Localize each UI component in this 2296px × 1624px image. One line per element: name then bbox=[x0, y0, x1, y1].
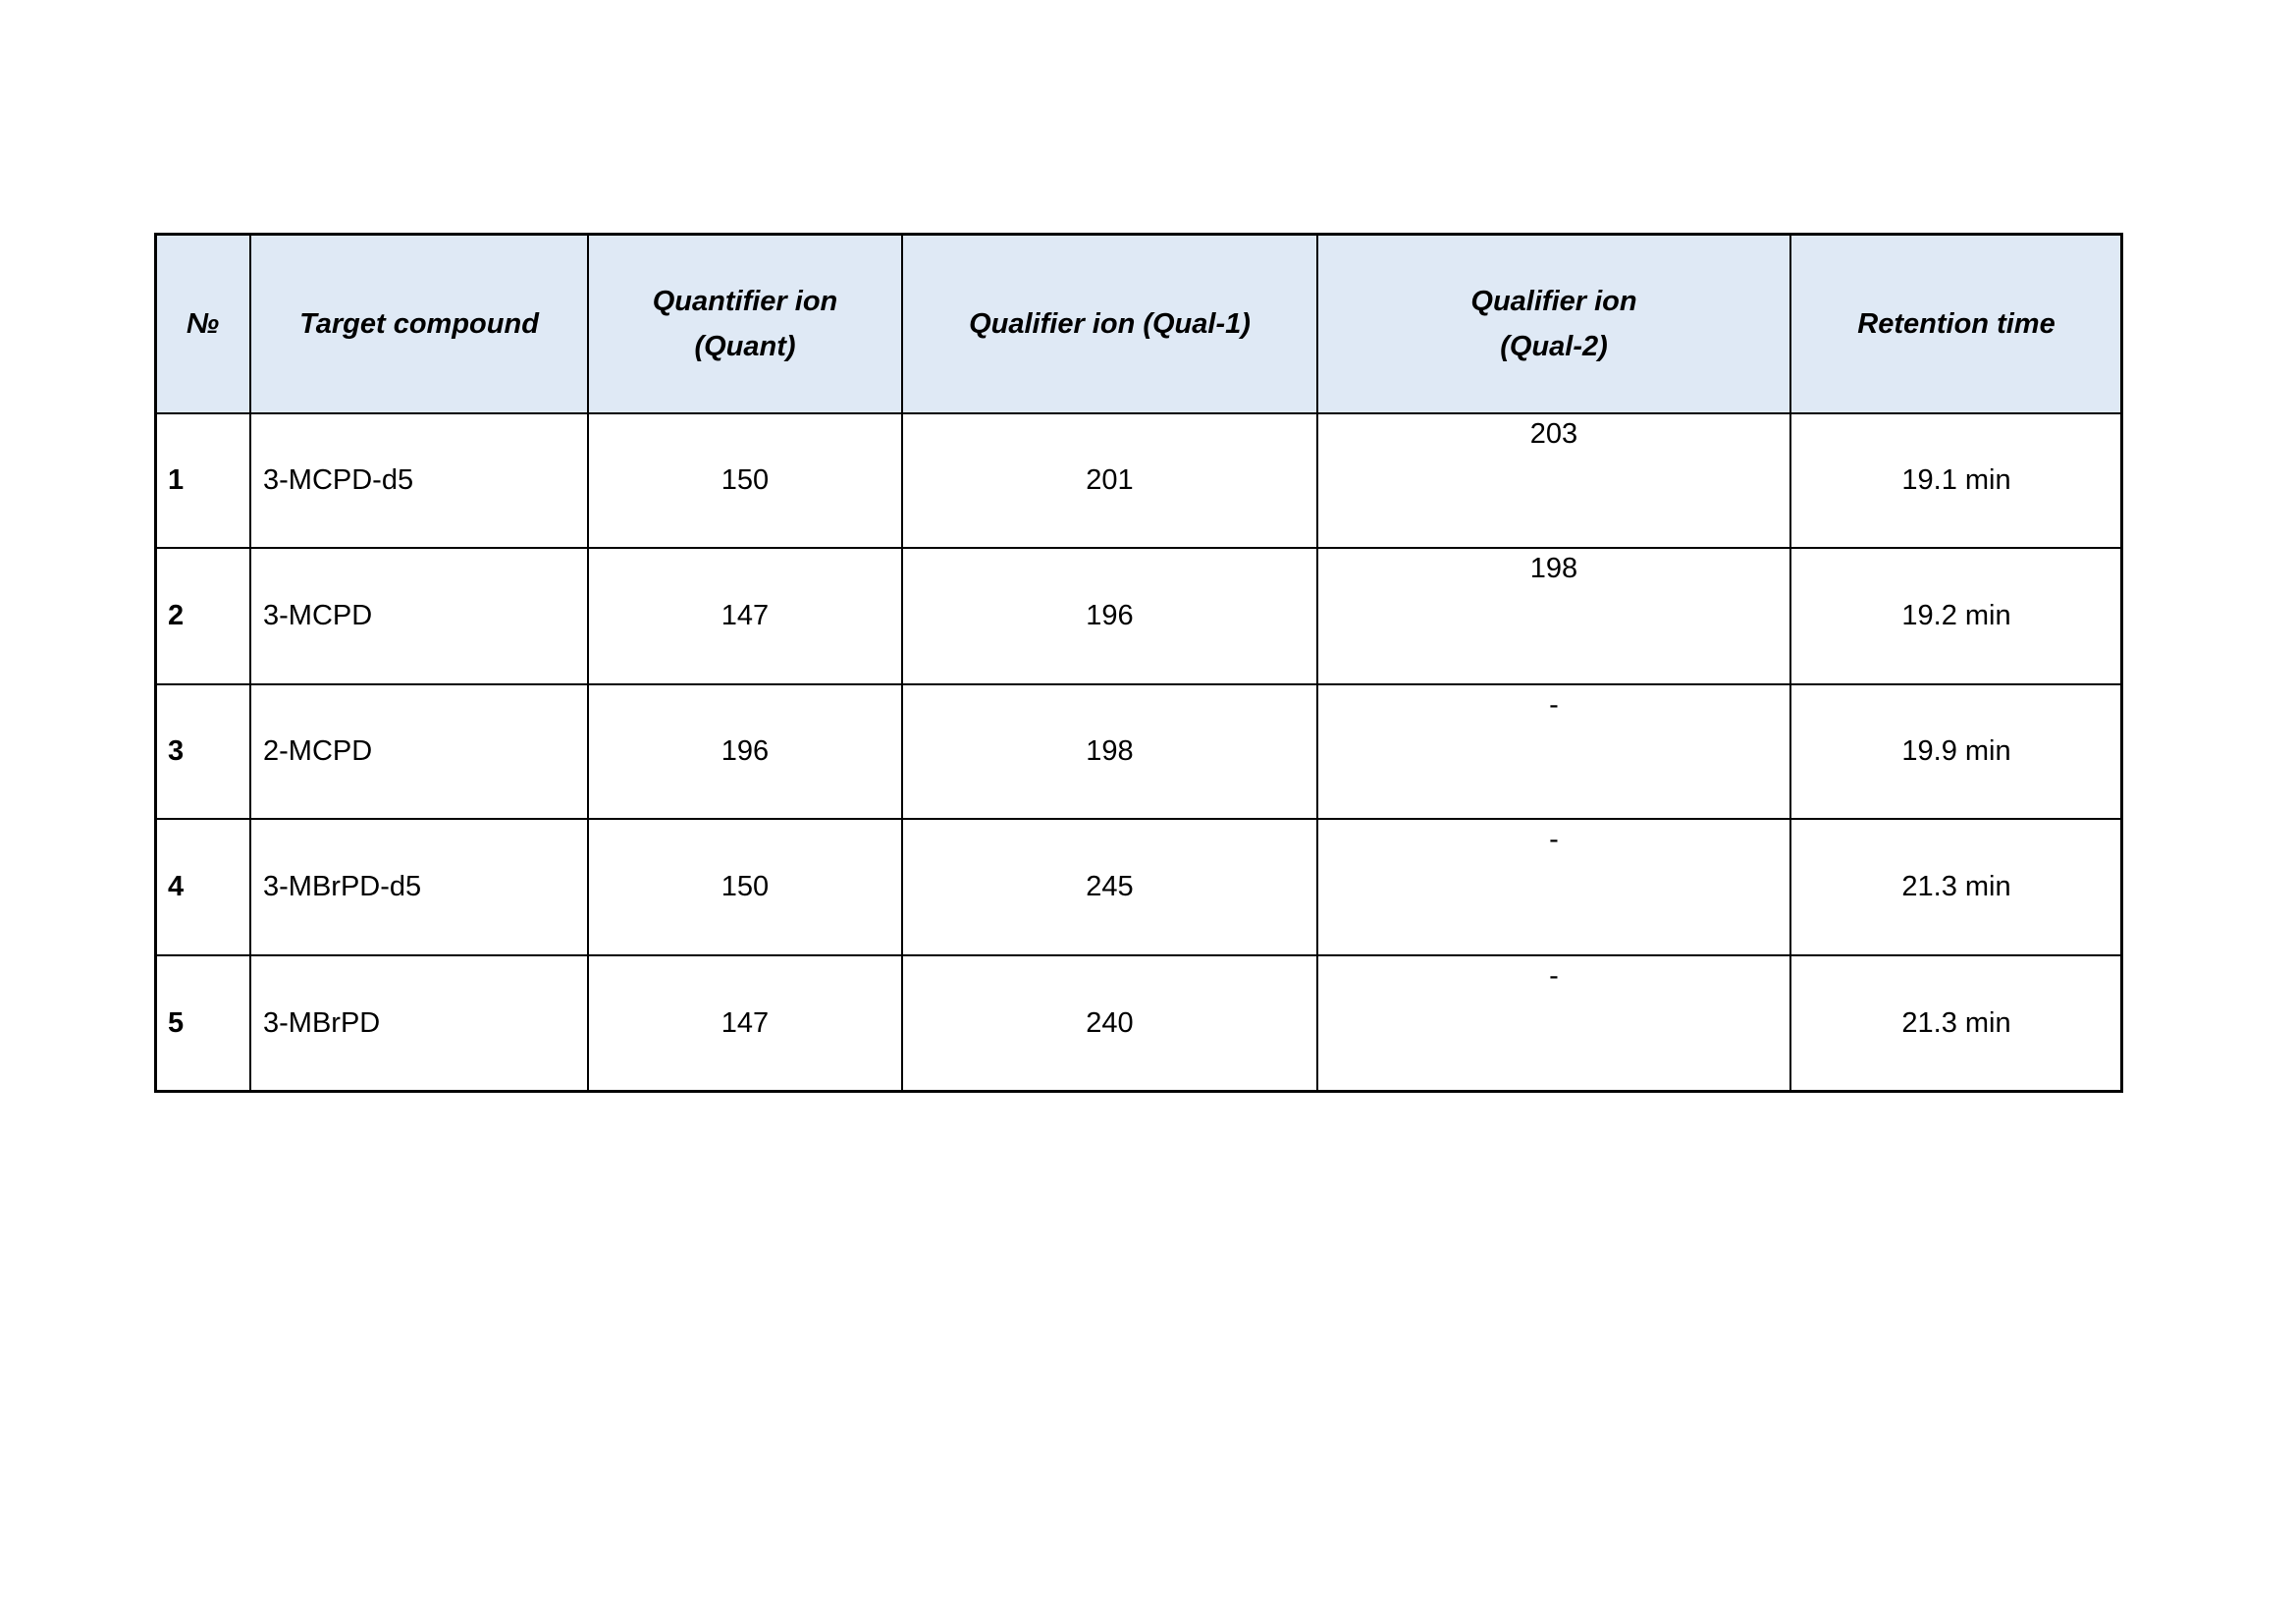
cell-number: 5 bbox=[155, 955, 250, 1092]
table-row bbox=[155, 548, 2122, 684]
header-number: № bbox=[155, 234, 250, 413]
header-qualifier-ion-1: Qualifier ion (Qual-1) bbox=[902, 234, 1317, 413]
header-qualifier-ion-2 bbox=[1317, 234, 1790, 413]
cell-qualifier-ion-2: 203 bbox=[1317, 413, 1790, 548]
cell-qualifier-ion-2: 198 bbox=[1317, 548, 1790, 684]
cell-qualifier-ion-1: 240 bbox=[902, 955, 1317, 1092]
cell-quantifier-ion: 147 bbox=[588, 955, 902, 1092]
cell-qualifier-ion-2: - bbox=[1317, 684, 1790, 819]
cell-target-compound: 3-MCPD bbox=[250, 548, 588, 684]
table-row bbox=[155, 955, 2122, 1092]
cell-quantifier-ion: 196 bbox=[588, 684, 902, 819]
cell-number: 4 bbox=[155, 819, 250, 955]
header-qualifier-ion-2-line1: Qualifier ion bbox=[1470, 285, 1637, 317]
cell-retention-time: 21.3 min bbox=[1790, 819, 2122, 955]
table-header-row bbox=[155, 234, 2122, 413]
table-row bbox=[155, 413, 2122, 548]
cell-qualifier-ion-1: 201 bbox=[902, 413, 1317, 548]
cell-number: 3 bbox=[155, 684, 250, 819]
table-row bbox=[155, 819, 2122, 955]
cell-qualifier-ion-1: 196 bbox=[902, 548, 1317, 684]
cell-qualifier-ion-1: 245 bbox=[902, 819, 1317, 955]
cell-target-compound: 2-MCPD bbox=[250, 684, 588, 819]
cell-retention-time: 19.1 min bbox=[1790, 413, 2122, 548]
cell-target-compound: 3-MBrPD bbox=[250, 955, 588, 1092]
header-quantifier-ion-line1: Quantifier ion bbox=[652, 285, 838, 317]
cell-target-compound: 3-MCPD-d5 bbox=[250, 413, 588, 548]
header-retention-time: Retention time bbox=[1790, 234, 2122, 413]
cell-qualifier-ion-2: - bbox=[1317, 955, 1790, 1092]
cell-retention-time: 19.2 min bbox=[1790, 548, 2122, 684]
table-row bbox=[155, 684, 2122, 819]
ion-retention-table bbox=[154, 233, 2123, 1093]
cell-quantifier-ion: 150 bbox=[588, 819, 902, 955]
cell-qualifier-ion-1: 198 bbox=[902, 684, 1317, 819]
cell-target-compound: 3-MBrPD-d5 bbox=[250, 819, 588, 955]
cell-quantifier-ion: 150 bbox=[588, 413, 902, 548]
header-target-compound: Target compound bbox=[250, 234, 588, 413]
cell-qualifier-ion-2: - bbox=[1317, 819, 1790, 955]
header-qualifier-ion-2-line2: (Qual-2) bbox=[1500, 330, 1608, 362]
cell-number: 1 bbox=[155, 413, 250, 548]
cell-quantifier-ion: 147 bbox=[588, 548, 902, 684]
cell-number: 2 bbox=[155, 548, 250, 684]
header-quantifier-ion-line2: (Quant) bbox=[694, 330, 796, 362]
header-quantifier-ion bbox=[588, 234, 902, 413]
cell-retention-time: 21.3 min bbox=[1790, 955, 2122, 1092]
cell-retention-time: 19.9 min bbox=[1790, 684, 2122, 819]
